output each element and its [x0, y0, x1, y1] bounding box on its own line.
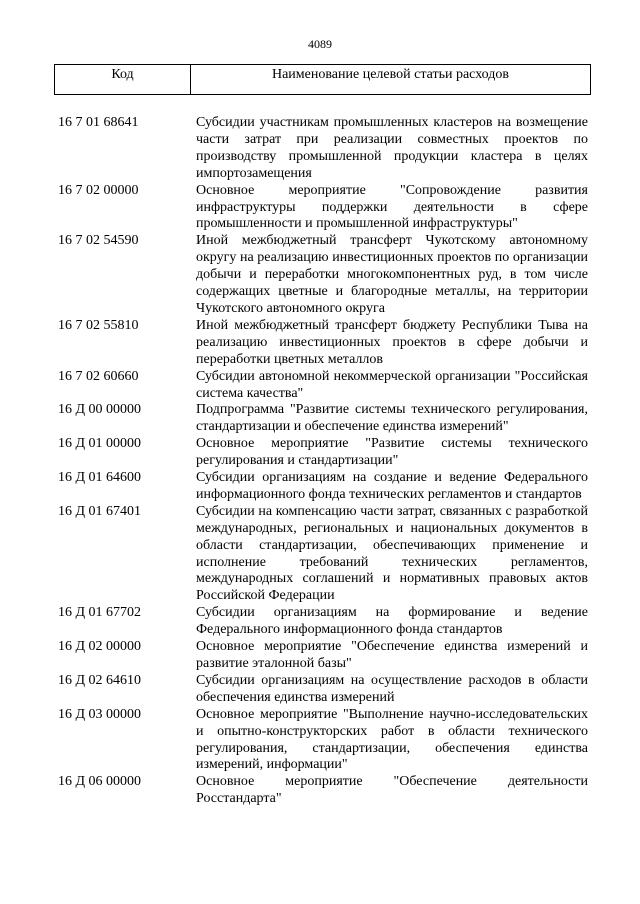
row-description: Субсидии организациям на формирование и ведение Федерального информационного фонда стандартов: [196, 605, 588, 638]
table-row: [58, 115, 588, 183]
row-description: Основное мероприятие "Обеспечение единства измерений и развитие эталонной базы": [196, 639, 588, 671]
table-row: [58, 707, 588, 775]
table-row: [58, 318, 588, 369]
row-code: 16 Д 06 00000: [58, 774, 142, 790]
name-column-header: Наименование целевой статьи расходов: [271, 67, 510, 82]
row-code: 16 7 02 60660: [58, 368, 139, 384]
row-code: 16 Д 01 64600: [58, 470, 142, 486]
row-description: Подпрограмма "Развитие системы технического регулирования, стандартизации и обеспечение единства измерений": [196, 402, 588, 435]
row-description: Основное мероприятие "Развитие системы технического регулирования и стандартизации": [196, 436, 588, 469]
table-row: [58, 369, 588, 403]
row-description: Основное мероприятие "Выполнение научно-исследовательских и опытно-конструкторских работ в области технического регулирования, стандартизации, обеспечения единства измерений, информации": [196, 706, 588, 773]
table-row: [58, 436, 588, 470]
row-code: 16 7 01 68641: [58, 115, 139, 130]
row-code: 16 Д 01 67401: [58, 503, 142, 519]
table-row: [58, 605, 588, 639]
row-code: 16 7 02 55810: [58, 317, 139, 333]
row-description: Субсидии организациям на создание и ведение Федерального информационного фонда технических регламентов и стандартов: [196, 470, 588, 502]
row-code: 16 7 02 54590: [58, 233, 139, 249]
row-code: 16 Д 02 64610: [58, 672, 142, 688]
row-code: 16 7 02 00000: [58, 182, 139, 198]
row-code: 16 Д 01 00000: [58, 436, 142, 452]
page-number: 4089: [308, 37, 332, 51]
table-row: [58, 233, 588, 318]
budget-items-list: [58, 115, 588, 808]
row-description: Субсидии на компенсацию части затрат, связанных с разработкой международных, региональных и национальных документов в области стандартизации, обеспечивающих применение и исполнение требований технических регламентов, международных соглашений и нормативных правовых актов Российской Федерации: [196, 503, 588, 604]
row-code: 16 Д 01 67702: [58, 605, 142, 621]
row-code: 16 Д 03 00000: [58, 706, 142, 722]
table-header: [54, 64, 591, 95]
row-description: Субсидии автономной некоммерческой организации "Российская система качества": [196, 368, 588, 401]
table-row: [58, 504, 588, 605]
row-description: Субсидии участникам промышленных кластеров на возмещение части затрат при реализации совместных проектов по производству промышленной продукции кластера в целях импортозамещения: [196, 115, 588, 181]
table-row: [58, 639, 588, 673]
table-row: [58, 183, 588, 234]
row-description: Основное мероприятие "Сопровождение развития инфраструктуры поддержки деятельности в сфере промышленности и промышленной инфраструктуры": [196, 182, 588, 232]
table-row: [58, 774, 588, 808]
table-row: [58, 470, 588, 504]
table-row: [58, 402, 588, 436]
row-description: Иной межбюджетный трансферт бюджету Республики Тыва на реализацию инвестиционных проектов в сфере добычи и переработки цветных металлов: [196, 317, 588, 367]
row-code: 16 Д 00 00000: [58, 402, 142, 418]
row-code: 16 Д 02 00000: [58, 639, 142, 655]
row-description: Иной межбюджетный трансферт Чукотскому автономному округу на реализацию инвестиционных проектов по организации добычи и переработки многокомпонентных руд, в том числе содержащих цветные и благородные металлы, на территории Чукотского автономного округа: [196, 233, 588, 316]
row-description: Субсидии организациям на осуществление расходов в области обеспечения единства измерений: [196, 672, 588, 705]
table-row: [58, 673, 588, 707]
code-column-header: Код: [55, 65, 191, 94]
row-description: Основное мероприятие "Обеспечение деятельности Росстандарта": [196, 774, 588, 807]
